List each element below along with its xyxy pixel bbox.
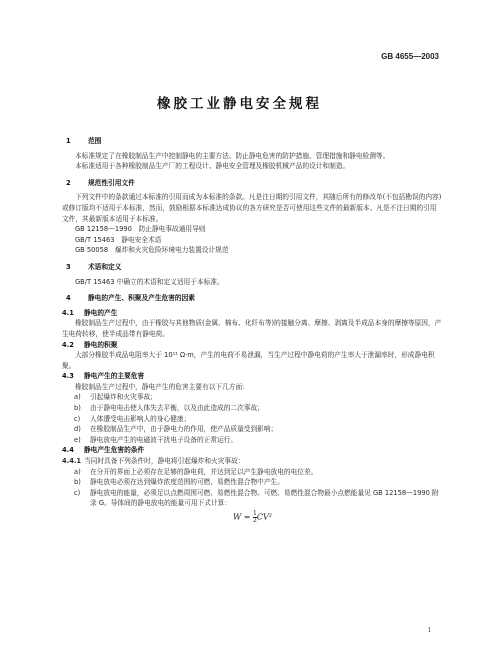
- formula-lhs: W: [233, 512, 242, 522]
- list-text: 引起爆炸和火灾事故；: [90, 393, 157, 402]
- list-marker: a): [74, 393, 81, 402]
- subsection-number: 4.2: [62, 340, 74, 349]
- fraction-denominator: 2: [253, 517, 257, 524]
- section-number: 2: [66, 178, 71, 187]
- section-title: 静电的产生、积聚及产生危害的因素: [88, 294, 195, 303]
- section-title: 术语和定义: [88, 262, 122, 271]
- list-item: [62, 414, 443, 425]
- list-marker: c): [74, 488, 81, 497]
- clause-text: 当同时具备下列条件时，静电将引起爆炸和火灾事故：: [84, 457, 245, 466]
- list-text: 人体遭受电击影响人的身心健康；: [90, 414, 191, 423]
- paragraph: 下列文件中的条款通过本标准的引用而成为本标准的条款。凡是注日期的引用文件，其随后所有的修改单(不包括勘误的内容)或修订版均不适用于本标准，然而，鼓励根据本标准达成协议的各方研究是否可使用这些文件的最新版本。凡是不注日期的引用文件，其最新版本适用于本标准。: [62, 193, 442, 223]
- subsection-4-1-heading: [62, 308, 443, 319]
- subsection-number: 4.3: [62, 372, 74, 381]
- list-item: [62, 435, 443, 446]
- list-marker: b): [74, 404, 81, 413]
- section-number: 1: [66, 137, 71, 145]
- list-item: [62, 467, 443, 478]
- section-1-heading: [62, 136, 443, 147]
- standard-code: GB 4655—2003: [381, 52, 439, 61]
- section-3-heading: [62, 262, 443, 273]
- section-title: 范围: [88, 137, 102, 145]
- list-text: 由于静电电击使人体失去平衡，以及由此造成的二次事故；: [90, 404, 264, 413]
- clause-number: 4.4.1: [62, 457, 82, 466]
- page-number: 1: [427, 626, 431, 634]
- list-item: [62, 488, 443, 509]
- list-marker: d): [74, 425, 81, 434]
- subsection-title: 静电的产生: [84, 308, 118, 317]
- paragraph: 本标准规定了在橡胶制品生产中控制静电的主要方法、防止静电危害的防护措施、管理措施和静电检测等。: [75, 151, 390, 160]
- subsection-title: 静电产生危害的条件: [84, 446, 145, 455]
- list-text: 在分开的界面上必须存在足够的静电荷，并达到足以产生静电放电的电位差。: [90, 467, 318, 476]
- list-marker: e): [74, 435, 81, 444]
- subsection-number: 4.4: [62, 446, 74, 455]
- clause-4-4-1: [62, 456, 443, 467]
- document-body: [62, 130, 443, 524]
- list-text: 在橡胶制品生产中，由于静电力的作用，使产品质量受到影响；: [90, 425, 278, 434]
- list-marker: a): [74, 467, 81, 476]
- list-item: [62, 392, 443, 403]
- list-text: 静电放电的能量，必须足以点燃周围可燃、易燃性混合物。可燃、易燃性混合物最小点燃能量见 GB 12158—1990 附录 G。导体间的静电放电的能量可用下式计算：: [90, 488, 439, 508]
- subsection-4-4-heading: [62, 445, 443, 456]
- fraction-numerator: 1: [253, 510, 257, 517]
- paragraph: 本标准适用于各种橡胶制品生产厂的工程设计、静电安全管理及橡胶机械产品的设计和制造。: [75, 162, 350, 171]
- reference-item: GB/T 15463 静电安全术语: [75, 235, 162, 244]
- energy-formula: [62, 511, 443, 524]
- subsection-4-3-heading: [62, 371, 443, 382]
- section-4-heading: [62, 293, 443, 304]
- list-item: [62, 403, 443, 414]
- paragraph: GB/T 15463 中确立的术语和定义适用于本标准。: [75, 277, 224, 286]
- subsection-title: 静电的积聚: [84, 340, 118, 349]
- document-title: 橡胶工业静电安全规程: [157, 96, 322, 112]
- reference-item: GB 50058 爆炸和火灾危险环境电力装置设计规范: [75, 246, 229, 255]
- section-2-heading: [62, 178, 443, 189]
- section-number: 3: [66, 262, 71, 271]
- formula-rhs: CV²: [256, 512, 272, 522]
- list-marker: c): [74, 414, 81, 423]
- section-number: 4: [66, 294, 71, 303]
- list-text: 静电放电产生的电磁波干扰电子设备的正常运行。: [90, 435, 238, 444]
- list-text: 静电放电必须在达到爆炸浓度范围的可燃、易燃性混合物中产生。: [90, 478, 284, 487]
- paragraph: 大部分橡胶半成品电阻率大于 10¹¹ Ω·m，产生的电荷不易泄漏，当生产过程中静电荷的产生率大于泄漏率时，形成静电积聚。: [62, 351, 435, 370]
- paragraph: 橡胶制品生产过程中，静电产生的危害主要有以下几方面：: [75, 382, 249, 391]
- list-marker: b): [74, 478, 81, 487]
- subsection-title: 静电产生的主要危害: [84, 372, 145, 381]
- list-item: [62, 424, 443, 435]
- subsection-4-2-heading: [62, 340, 443, 351]
- list-item: [62, 477, 443, 488]
- section-title: 规范性引用文件: [88, 178, 135, 187]
- paragraph: 橡胶制品生产过程中，由于橡胶与其他物质(金属、棉布、化纤布等)的接触分离、摩擦、剥离及半成品本身的摩擦等原因，产生电荷转移，使半成品带有静电荷。: [62, 319, 442, 338]
- formula-equals: =: [241, 512, 254, 522]
- reference-item: GB 12158—1990 防止静电事故通用导则: [75, 225, 206, 234]
- subsection-number: 4.1: [62, 308, 74, 317]
